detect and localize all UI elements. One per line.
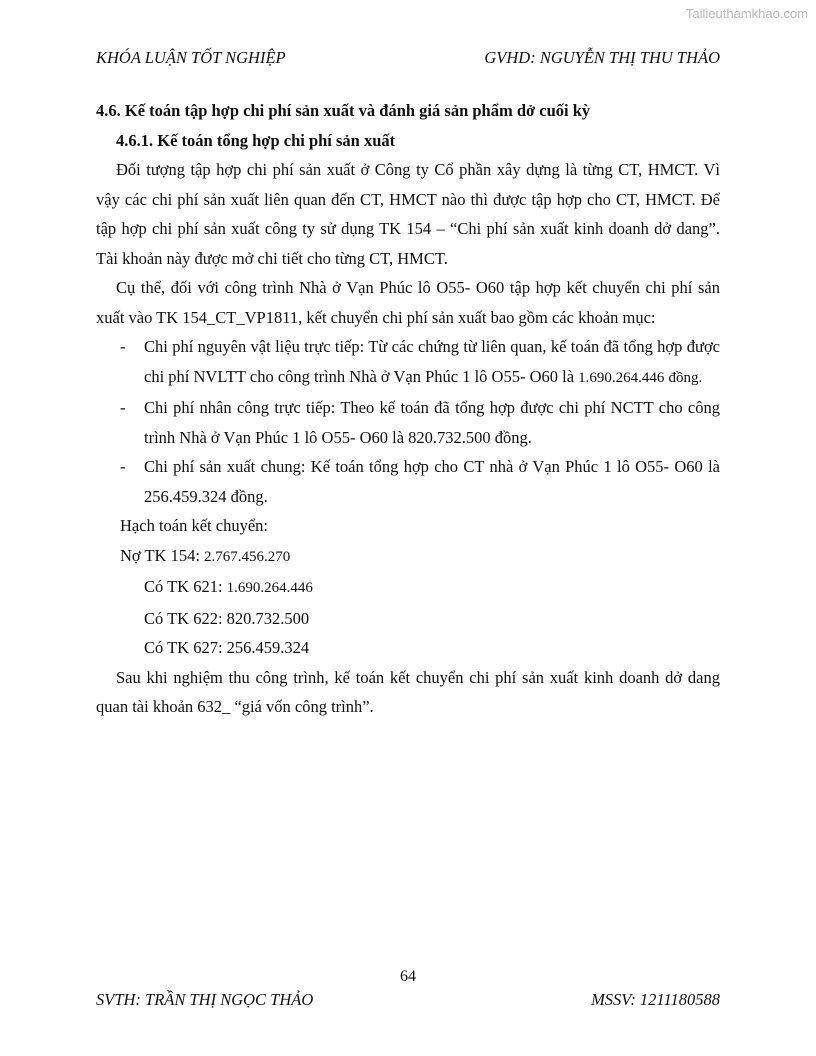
bullet-item-overhead [96, 452, 720, 511]
credit-amount: 1.690.264.446 [226, 580, 313, 596]
page-header [96, 48, 720, 68]
page-footer [96, 990, 720, 1010]
bullet-dash: - [120, 398, 126, 417]
header-right: GVHD: NGUYỄN THỊ THU THẢO [484, 48, 720, 67]
bullet-item-labor [96, 393, 720, 452]
document-body [96, 96, 720, 722]
credit-entry [96, 604, 720, 634]
footer-right: MSSV: 1211180588 [591, 990, 720, 1009]
header-left: KHÓA LUẬN TỐT NGHIỆP [96, 48, 286, 67]
credit-amount: 256.459.324 [226, 638, 310, 657]
debit-label: Nợ TK 154: [120, 545, 200, 565]
bullet-dash: - [120, 457, 126, 476]
subsection-title: 4.6.1. Kế toán tổng hợp chi phí sản xuất [116, 130, 396, 150]
entry-title: Hạch toán kết chuyển: [120, 516, 268, 535]
debit-amount: 2.767.456.270 [204, 548, 291, 565]
credit-label: Có TK 627: [144, 638, 223, 657]
bullet-text: Chi phí nguyên vật liệu trực tiếp: Từ các chứng từ liên quan, kế toán đã tổng hợp được chi phí NVLTT cho công trình Nhà ở Vạn Phúc 1 lô O55- O60 là [144, 337, 720, 386]
bullet-text: Chi phí nhân công trực tiếp: Theo kế toán đã tổng hợp được chi phí NCTT cho công trình Nhà ở Vạn Phúc 1 lô O55- O60 là 820.732.500 đồng. [144, 398, 720, 447]
debit-entry [96, 541, 720, 573]
paragraph-1: Đối tượng tập hợp chi phí sản xuất ở Công ty Cổ phần xây dựng là từng CT, HMCT. Vì vậy các chi phí sản xuất liên quan đến CT, HMCT nào thì được tập hợp cho CT, HMCT. Để tập hợp chi phí sản xuất công ty sử dụng TK 154 – “Chi phí sản xuất kinh doanh dở dang”. Tài khoản này được mở chi tiết cho từng CT, HMCT. [96, 160, 720, 268]
credit-amount: 820.732.500 [226, 608, 310, 628]
watermark-text: Tailieuthamkhao.com [685, 6, 808, 21]
page-number: 64 [400, 968, 416, 985]
credit-label: Có TK 622: [144, 608, 223, 628]
paragraph-3: Sau khi nghiệm thu công trình, kế toán kết chuyển chi phí sản xuất kinh doanh dở dang quan tài khoản 632_ “giá vốn công trình”. [96, 667, 720, 716]
credit-label: Có TK 621: [144, 577, 223, 596]
bullet-dash: - [120, 337, 126, 356]
credit-entry [96, 572, 720, 604]
bullet-amount: 1.690.264.446 [578, 369, 665, 386]
bullet-text: Chi phí sản xuất chung: Kế toán tổng hợp cho CT nhà ở Vạn Phúc 1 lô O55- O60 là 256.459.324 đồng. [144, 457, 720, 506]
section-title: 4.6. Kế toán tập hợp chi phí sản xuất và đánh giá sản phẩm dở cuối kỳ [96, 101, 591, 120]
credit-entry [96, 633, 720, 663]
footer-left: SVTH: TRẦN THỊ NGỌC THẢO [96, 990, 314, 1009]
bullet-item-materials [96, 332, 720, 393]
bullet-unit: đồng. [668, 369, 703, 386]
paragraph-2: Cụ thể, đối với công trình Nhà ở Vạn Phúc lô O55- O60 tập hợp kết chuyển chi phí sản xuất vào TK 154_CT_VP1811, kết chuyển chi phí sản xuất bao gồm các khoản mục: [96, 278, 720, 327]
